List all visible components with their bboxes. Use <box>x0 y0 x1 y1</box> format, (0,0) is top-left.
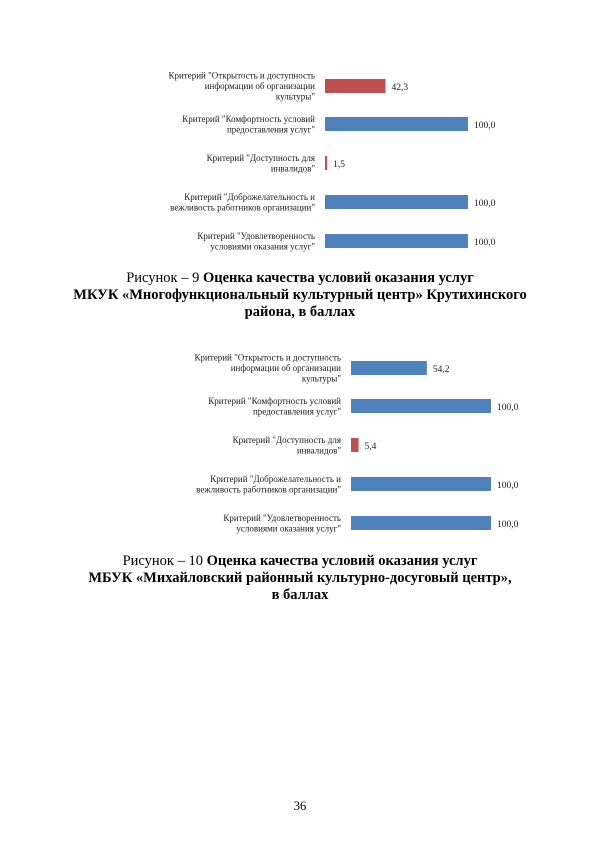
bar <box>351 477 491 491</box>
caption-figure-10-line3: в баллах <box>271 587 329 603</box>
bar <box>325 195 468 209</box>
category-label: Критерий "Доброжелательность и вежливость работников организации" <box>170 191 315 213</box>
page-number: 36 <box>293 799 307 813</box>
caption-figure-9-title: Оценка качества условий оказания услуг <box>202 270 474 286</box>
value-label: 100,0 <box>497 481 519 491</box>
caption-figure-10-line2: МБУК «Михайловский районный культурно-досуговый центр», <box>88 570 512 586</box>
caption-figure-9-line3: района, в баллах <box>244 304 356 320</box>
value-label: 42,3 <box>391 83 409 93</box>
value-label: 100,0 <box>474 238 496 248</box>
category-label: Критерий "Открытость и доступность информации об организации культуры" <box>168 70 315 102</box>
caption-figure-9-line1 <box>0 270 600 287</box>
caption-figure-9-line2: МКУК «Многофункциональный культурный центр» Крутихинского <box>73 287 527 303</box>
category-label: Критерий "Удовлетворенность условиями оказания услуг" <box>223 512 341 534</box>
chart-figure-9 <box>140 62 540 262</box>
bar <box>351 516 491 530</box>
bar <box>325 117 468 131</box>
caption-figure-9 <box>0 270 600 321</box>
chart-figure-10-svg <box>166 344 566 544</box>
value-label: 100,0 <box>474 121 496 131</box>
category-label: Критерий "Комфортность условий предоставления услуг" <box>182 113 315 135</box>
bar <box>325 156 327 170</box>
category-label: Критерий "Удовлетворенность условиями оказания услуг" <box>197 230 315 252</box>
bar <box>351 438 359 452</box>
caption-figure-10-title: Оценка качества условий оказания услуг <box>206 553 478 569</box>
value-label: 100,0 <box>497 520 519 530</box>
chart-figure-10 <box>166 344 566 544</box>
value-label: 100,0 <box>497 403 519 413</box>
caption-figure-10 <box>0 553 600 604</box>
value-label: 5,4 <box>364 442 377 452</box>
bar <box>351 361 427 375</box>
value-label: 100,0 <box>474 199 496 209</box>
category-label: Критерий "Открытость и доступность информации об организации культуры" <box>194 352 341 384</box>
value-label: 54,2 <box>432 365 450 375</box>
caption-figure-9-prefix: Рисунок – 9 <box>126 270 203 286</box>
category-label: Критерий "Доступность для инвалидов" <box>206 152 315 174</box>
category-label: Критерий "Доброжелательность и вежливость работников организации" <box>196 473 341 495</box>
caption-figure-10-prefix: Рисунок – 10 <box>122 553 207 569</box>
category-label: Критерий "Комфортность условий предоставления услуг" <box>208 395 341 417</box>
value-label: 1,5 <box>333 160 346 170</box>
bar <box>325 234 468 248</box>
bar <box>325 79 385 93</box>
bar <box>351 399 491 413</box>
caption-figure-10-line1 <box>0 553 600 570</box>
chart-figure-9-svg <box>140 62 540 262</box>
category-label: Критерий "Доступность для инвалидов" <box>232 434 341 456</box>
